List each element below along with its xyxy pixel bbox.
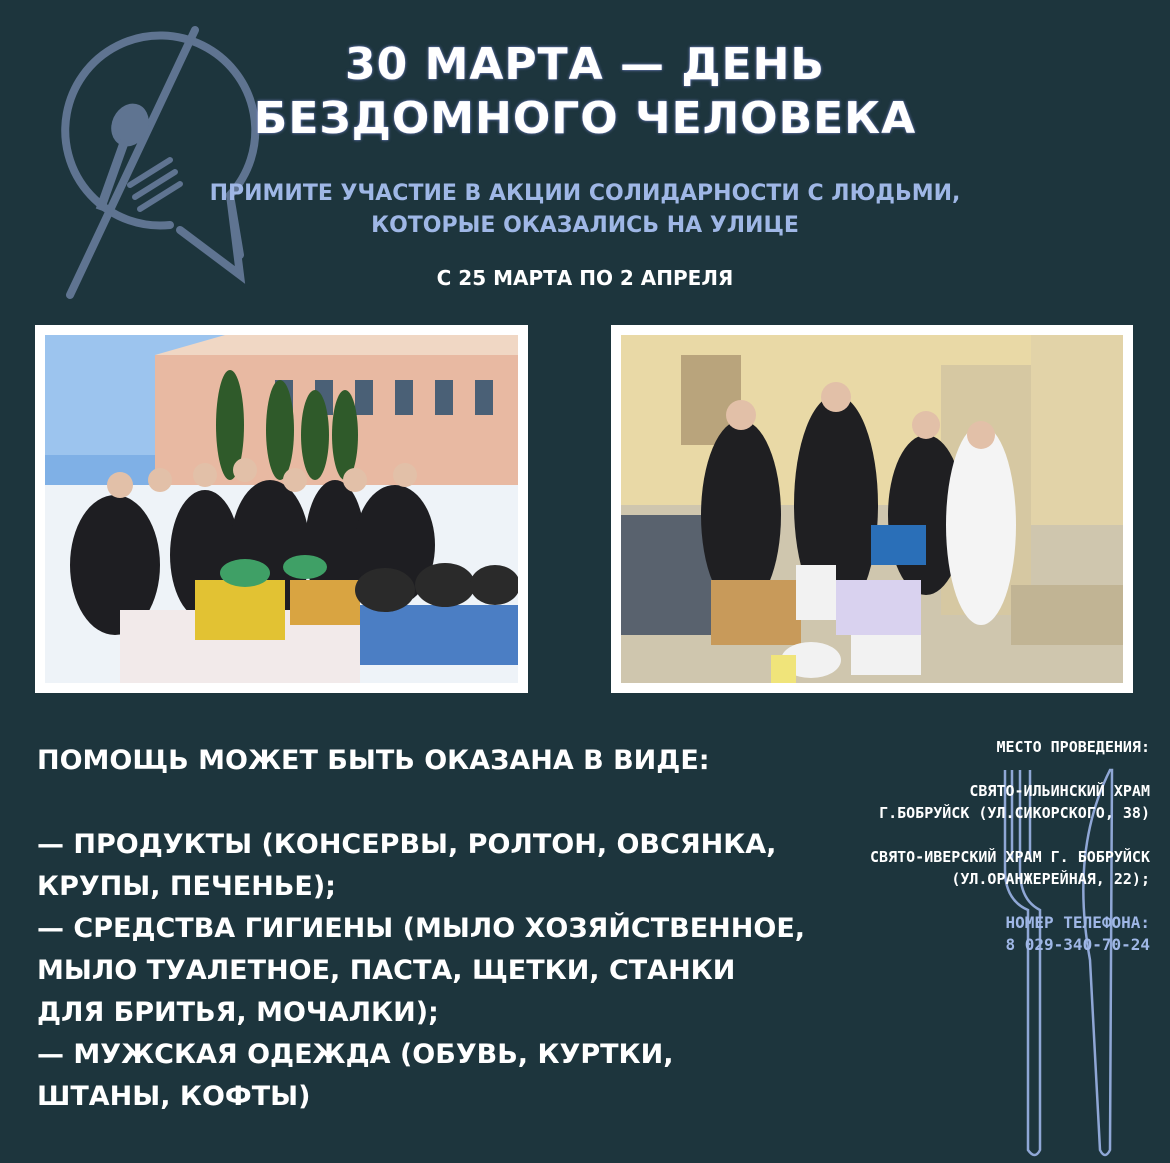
indoor-photo-image — [621, 335, 1123, 683]
phone-number[interactable]: 8 029-340-70-24 — [1005, 935, 1150, 954]
venue-1-name: СВЯТО-ИЛЬИНСКИЙ ХРАМ — [969, 782, 1150, 800]
photo-indoor-donations — [611, 325, 1133, 693]
help-heading: ПОМОЩЬ МОЖЕТ БЫТЬ ОКАЗАНА В ВИДЕ: — [37, 745, 710, 776]
venue-1-address: Г.БОБРУЙСК (УЛ.СИКОРСКОГО, 38) — [879, 804, 1150, 822]
phone-label: НОМЕР ТЕЛЕФОНА: — [1005, 913, 1150, 932]
title-line-1: 30 МАРТА — ДЕНЬ — [345, 39, 825, 90]
subtitle-line-2: КОТОРЫЕ ОКАЗАЛИСЬ НА УЛИЦЕ — [371, 213, 799, 238]
venue-2-address: (УЛ.ОРАНЖЕРЕЙНАЯ, 22); — [951, 870, 1150, 888]
outdoor-photo-image — [45, 335, 518, 683]
subtitle-line-1: ПРИМИТЕ УЧАСТИЕ В АКЦИИ СОЛИДАРНОСТИ С ЛЮДЬМИ, — [209, 181, 961, 206]
venue-heading: МЕСТО ПРОВЕДЕНИЯ: — [996, 738, 1150, 756]
photo-outdoor-group — [35, 325, 528, 693]
venue-2 — [770, 846, 1150, 890]
help-item-clothing: — МУЖСКАЯ ОДЕЖДА (ОБУВЬ, КУРТКИ, ШТАНЫ, КОФТЫ) — [37, 1039, 674, 1112]
help-item-food: — ПРОДУКТЫ (КОНСЕРВЫ, РОЛТОН, ОВСЯНКА, КРУПЫ, ПЕЧЕНЬЕ); — [37, 829, 777, 902]
help-item-hygiene: — СРЕДСТВА ГИГИЕНЫ (МЫЛО ХОЗЯЙСТВЕННОЕ, МЫЛО ТУАЛЕТНОЕ, ПАСТА, ЩЕТКИ, СТАНКИ ДЛЯ БРИТЬЯ, МОЧАЛКИ); — [37, 913, 806, 1028]
event-dates: С 25 МАРТА ПО 2 АПРЕЛЯ — [436, 266, 734, 290]
venue-section — [770, 736, 1150, 956]
help-section — [37, 740, 807, 1118]
venue-1 — [770, 780, 1150, 824]
venue-2-name: СВЯТО-ИВЕРСКИЙ ХРАМ Г. БОБРУЙСК — [870, 848, 1150, 866]
title-line-2: БЕЗДОМНОГО ЧЕЛОВЕКА — [253, 93, 917, 144]
event-title — [150, 38, 1020, 146]
event-subtitle — [110, 178, 1060, 242]
